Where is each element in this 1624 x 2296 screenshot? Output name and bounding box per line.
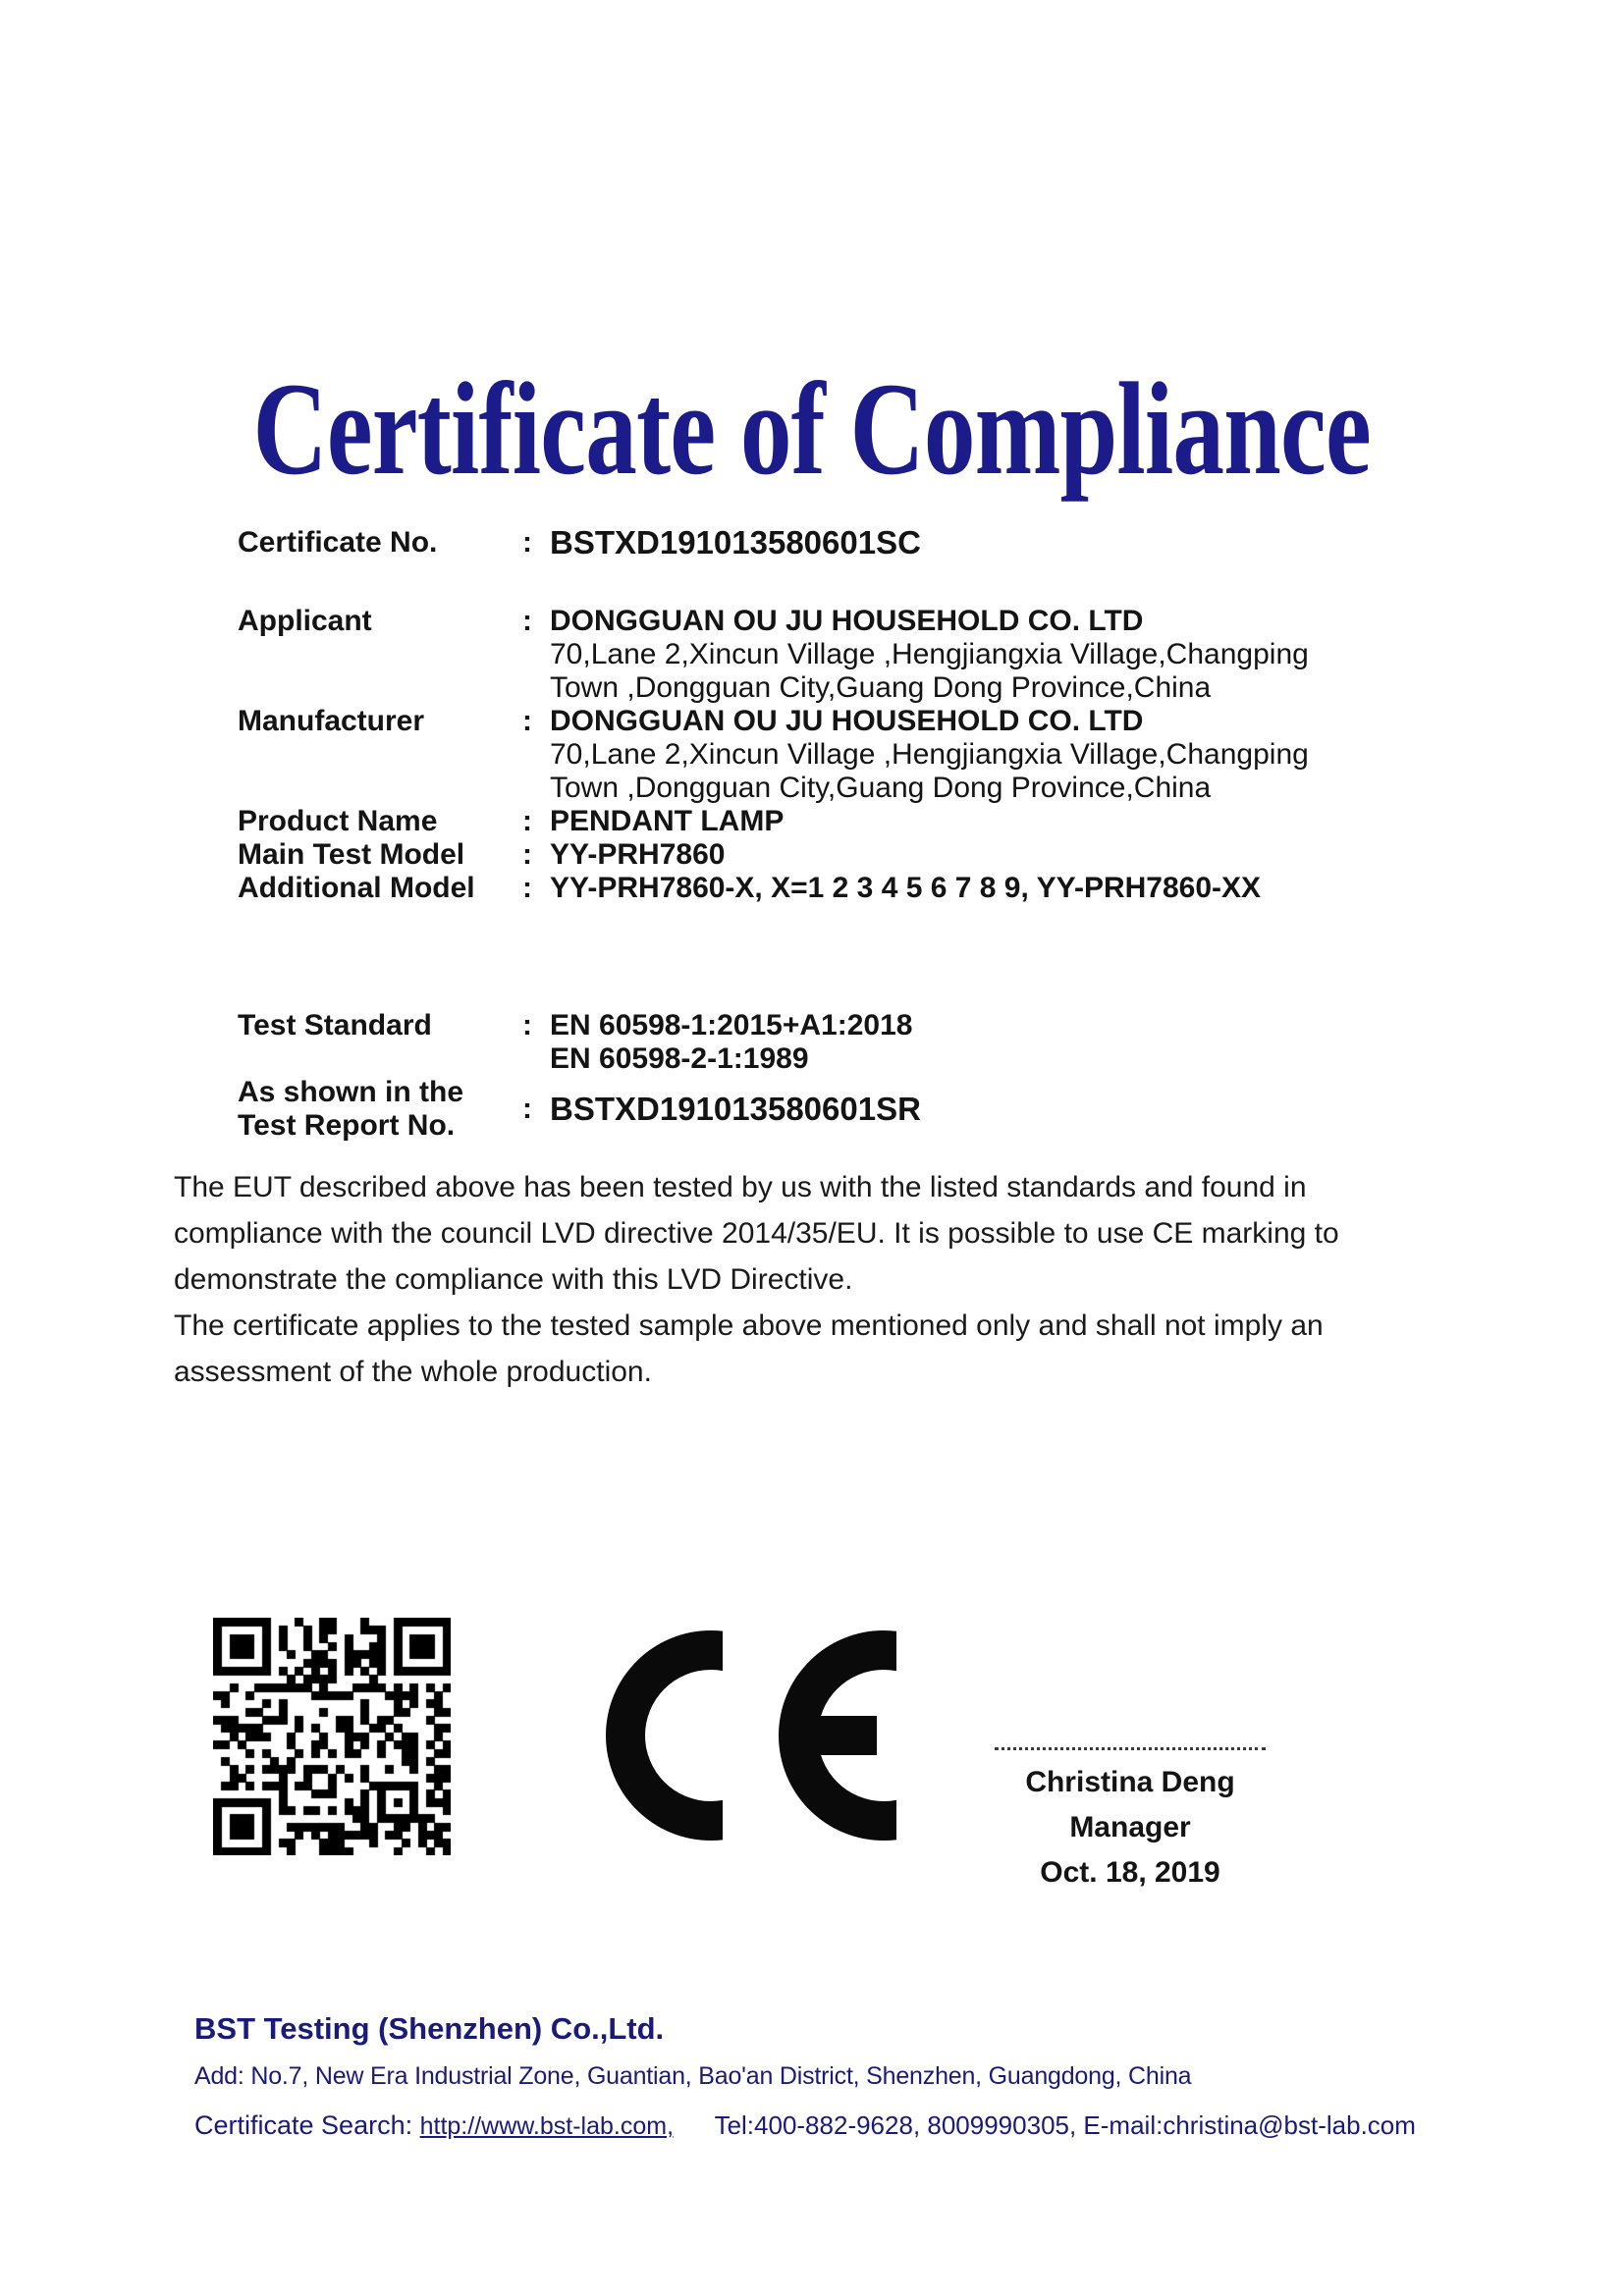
manufacturer-address-line-1: 70,Lane 2,Xincun Village ,Hengjiangxia Village,Changping: [550, 738, 1309, 771]
field-value: PENDANT LAMP: [550, 805, 785, 837]
field-value: [550, 1009, 1455, 1076]
signatory-name: Christina Deng: [1025, 1766, 1235, 1798]
colon: :: [522, 805, 532, 837]
test-report-label-line-1: As shown in the: [238, 1076, 464, 1108]
field-manufacturer: [238, 705, 1455, 805]
test-standard-line-2: EN 60598-2-1:1989: [550, 1042, 809, 1075]
colon: :: [522, 838, 532, 871]
field-value: [550, 705, 1455, 805]
manufacturer-address-line-2: Town ,Dongguan City,Guang Dong Province,China: [550, 772, 1212, 804]
lab-company-name: BST Testing (Shenzhen) Co.,Ltd.: [194, 2011, 665, 2046]
qr-code: [213, 1618, 451, 1855]
lab-contact-line: [194, 2110, 1471, 2141]
lab-footer: [194, 2012, 1471, 2141]
field-label: Manufacturer: [238, 705, 425, 737]
colon: :: [522, 526, 532, 559]
applicant-address-line-1: 70,Lane 2,Xincun Village ,Hengjiangxia Village,Changping: [550, 638, 1309, 670]
page-title: [0, 356, 1624, 503]
certificate-search-label: Certificate Search:: [194, 2110, 413, 2140]
colon: :: [522, 1009, 532, 1041]
field-label: Test Standard: [238, 1009, 432, 1041]
colon: :: [522, 605, 532, 637]
field-value: BSTXD191013580601SR: [550, 1091, 921, 1127]
applicant-company: DONGGUAN OU JU HOUSEHOLD CO. LTD: [550, 605, 1144, 637]
ce-mark-icon: [601, 1628, 900, 1843]
field-certificate-no: [238, 526, 1455, 560]
lab-contact-details: Tel:400-882-9628, 8009990305, E-mail:christina@bst-lab.com: [714, 2110, 1416, 2140]
applicant-address-line-2: Town ,Dongguan City,Guang Dong Province,China: [550, 671, 1212, 704]
manufacturer-company: DONGGUAN OU JU HOUSEHOLD CO. LTD: [550, 705, 1144, 737]
statement-paragraph-2: The certificate applies to the tested sample above mentioned only and shall not imply an assessment of the whole production.: [174, 1309, 1324, 1388]
field-value: BSTXD191013580601SC: [550, 524, 921, 561]
field-test-standard: [238, 1009, 1455, 1076]
lab-address: Add: No.7, New Era Industrial Zone, Guantian, Bao'an District, Shenzhen, Guangdong, China: [194, 2062, 1192, 2090]
signatory-role: Manager: [1069, 1811, 1191, 1843]
field-value: YY-PRH7860-X, X=1 2 3 4 5 6 7 8 9, YY-PRH7860-XX: [550, 872, 1262, 904]
field-value: [550, 605, 1455, 705]
test-report-label-line-2: Test Report No.: [238, 1109, 456, 1142]
field-applicant: [238, 605, 1455, 705]
compliance-statement: [174, 1164, 1455, 1395]
statement-paragraph-1: The EUT described above has been tested by us with the listed standards and found in compliance with the council LVD directive 2014/35/EU. It is possible to use CE marking to demonstrate the compliance with this LVD Directive.: [174, 1171, 1339, 1296]
signature-date: Oct. 18, 2019: [1040, 1856, 1220, 1889]
field-label: Main Test Model: [238, 838, 465, 871]
colon: :: [522, 872, 532, 904]
certificate-search-link[interactable]: http://www.bst-lab.com,: [419, 2112, 675, 2140]
signature-line: [995, 1747, 1266, 1750]
field-additional-model: [238, 872, 1455, 905]
field-product-name: [238, 805, 1455, 838]
field-main-test-model: [238, 838, 1455, 872]
certificate-fields: [238, 526, 1455, 1143]
page-title-text: Certificate of Compliance: [252, 356, 1372, 503]
field-label: Product Name: [238, 805, 438, 837]
field-label: [238, 1076, 522, 1143]
field-label: Certificate No.: [238, 526, 438, 559]
field-test-report-no: [238, 1076, 1455, 1143]
signature-block: [987, 1747, 1273, 1896]
field-label: Additional Model: [238, 872, 475, 904]
colon: :: [522, 705, 532, 737]
test-standard-line-1: EN 60598-1:2015+A1:2018: [550, 1009, 913, 1041]
colon: :: [522, 1093, 532, 1125]
field-value: YY-PRH7860: [550, 838, 726, 871]
field-label: Applicant: [238, 605, 372, 637]
